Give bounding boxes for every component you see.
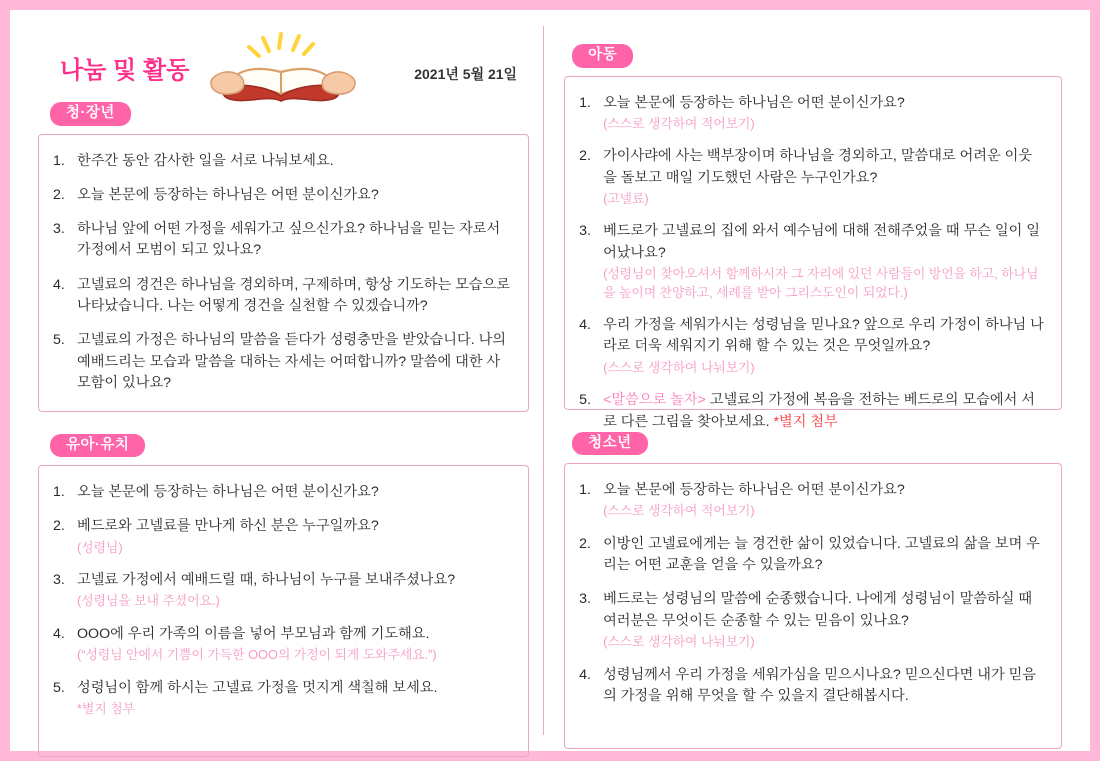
question-text: 오늘 본문에 등장하는 하나님은 어떤 분이신가요? [603,94,905,111]
list-item [579,315,1045,377]
section-box-youth [564,463,1062,749]
question-text: 하나님 앞에 어떤 가정을 세워가고 싶으신가요? 하나님을 믿는 자로서 가정에서 모범이 되고 있나요? [77,221,501,259]
list-item [579,390,1045,433]
section-label-youth: 청소년 [572,432,648,456]
list-item [53,678,512,719]
question-text: 오늘 본문에 등장하는 하나님은 어떤 분이신가요? [603,482,905,498]
question-text: 고넬료의 경건은 하나님을 경외하며, 구제하며, 항상 기도하는 모습으로 나타났습니다. 나는 어떻게 경건을 실천할 수 있겠습니까? [77,276,510,314]
question-text: OOO에 우리 가족의 이름을 넣어 부모님과 함께 기도해요. [77,625,430,642]
question-text: 베드로는 성령님의 말씀에 순종했습니다. 나에게 성령님이 말씀하실 때 여러분은 무엇이든 순종할 수 있는 믿음이 있나요? [603,591,1033,629]
list-item [53,219,512,262]
answer-note: (성령님) [77,539,123,555]
date-label: 2021년 5월 21일 [414,66,518,82]
question-text: 베드로와 고넬료를 만나게 하신 분은 누구일까요? [77,518,379,535]
page-title: 나눔 및 활동 [60,57,190,84]
answer-note: (스스로 생각하여 나눠보기) [603,359,755,375]
question-list-preschool [53,482,512,719]
list-item [53,151,512,172]
section-label-preschool-wrap [50,434,529,458]
question-text: 이방인 고넬료에게는 늘 경건한 삶이 있었습니다. 고넬료의 삶을 보며 우리는 어떤 교훈을 얻을 수 있을까요? [603,535,1040,574]
list-item [53,482,512,503]
page-header [38,28,529,102]
question-text: 고넬료 가정에서 예배드릴 때, 하나님이 누구를 보내주셨나요? [77,572,456,589]
section-label-youth-wrap [572,432,1062,456]
section-label-children-wrap [572,44,1062,68]
question-text: 고넬료의 가정에 복음을 전하는 베드로의 모습에서 서로 다른 그림을 찾아보세요. [603,392,1035,430]
list-item [579,665,1045,708]
list-item [579,221,1045,302]
list-item [53,275,512,318]
question-text: 오늘 본문에 등장하는 하나님은 어떤 분이신가요? [77,186,379,203]
attachment-note: *별지 첨부 [77,701,135,717]
section-box-children [564,76,1062,430]
section-label-preschool: 유아·유치 [50,434,145,458]
answer-note: (고넬료) [603,190,649,206]
section-label-young-adult: 청·장년 [50,102,131,126]
answer-note: (성령님을 보내 주셨어요.) [77,593,220,609]
section-label-children: 아동 [572,44,633,68]
question-text: 고넬료의 가정은 하나님의 말씀을 듣다가 성령충만을 받았습니다. 나의 예배드리는 모습과 말씀을 대하는 자세는 어떠합니까? 말씀에 대한 사모함이 있나요? [77,332,506,391]
open-book-illustration [203,28,363,106]
list-item [53,330,512,394]
list-item [579,93,1045,134]
list-item [53,624,512,665]
right-column [544,20,1080,741]
list-item [53,185,512,206]
question-list-youth [579,480,1045,707]
worksheet-body [20,20,1080,741]
answer-note: (스스로 생각하여 나눠보기) [603,634,755,650]
answer-note: (스스로 생각하여 적어보기) [603,503,755,519]
answer-note: (스스로 생각하여 적어보기) [603,115,755,131]
question-text: 우리 가정을 세워가시는 성령님을 믿나요? 앞으로 우리 가정이 하나님 나라로 더욱 세워지기 위해 할 수 있는 것은 무엇일까요? [603,317,1044,355]
section-box-preschool [38,465,529,757]
section-box-young-adult [38,134,529,412]
answer-note: (“성령님 안에서 기쁨이 가득한 OOO의 가정이 되게 도와주세요.”) [77,647,437,663]
question-list-young-adult [53,151,512,395]
question-text: 성령님께서 우리 가정을 세워가심을 믿으시나요? 믿으신다면 내가 믿음의 가정을 위해 무엇을 할 수 있을지 결단해봅시다. [603,666,1036,704]
list-item [579,480,1045,521]
question-list-children [579,93,1045,433]
question-text: 성령님이 함께 하시는 고넬료 가정을 멋지게 색칠해 보세요. [77,679,438,696]
list-item [53,516,512,557]
attachment-note: *별지 첨부 [773,413,838,430]
list-item [53,570,512,611]
question-text: 가이사랴에 사는 백부장이며 하나님을 경외하고, 말씀대로 어려운 이웃을 돌보고 매일 기도했던 사람은 누구인가요? [603,148,1033,186]
question-text: 한주간 동안 감사한 일을 서로 나눠보세요. [77,152,334,169]
question-text: 오늘 본문에 등장하는 하나님은 어떤 분이신가요? [77,484,379,500]
list-item [579,534,1045,577]
activity-tag: <말씀으로 놀자> [603,392,706,409]
left-column [20,20,543,741]
list-item [579,146,1045,208]
list-item [579,589,1045,651]
answer-note: (성령님이 찾아오셔서 함께하시자 그 자리에 있던 사람들이 방언을 하고, 하나님을 높이며 찬양하고, 세례를 받아 그리스도인이 되었다.) [603,266,1039,300]
question-text: 베드로가 고넬료의 집에 와서 예수님에 대해 전해주었을 때 무슨 일이 일어났나요? [603,223,1040,261]
